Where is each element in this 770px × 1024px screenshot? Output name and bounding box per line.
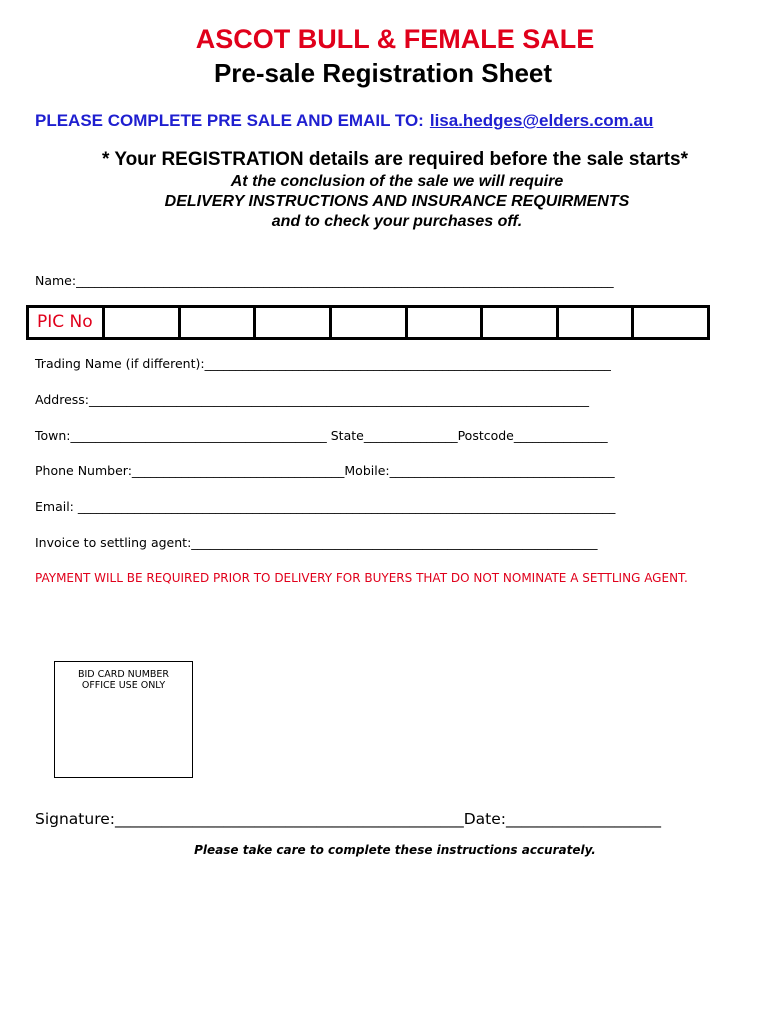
- signature-date-field[interactable]: Signature:_____________________________________________Date:____________________: [35, 810, 662, 828]
- phone-mobile-field[interactable]: Phone Number:__________________________________Mobile:____________________________________: [35, 463, 615, 478]
- pic-label: PIC No: [29, 308, 105, 337]
- pic-digit-box[interactable]: [408, 308, 484, 337]
- registration-notice: * Your REGISTRATION details are required before the sale starts*: [101, 149, 688, 170]
- trading-name-field[interactable]: Trading Name (if different):_________________________________________________________________: [35, 356, 611, 371]
- pic-digit-box[interactable]: [181, 308, 257, 337]
- office-use-label: OFFICE USE ONLY: [81, 680, 166, 691]
- sheet-subtitle: Pre-sale Registration Sheet: [213, 58, 553, 88]
- email-instruction: [35, 111, 653, 131]
- payment-warning: PAYMENT WILL BE REQUIRED PRIOR TO DELIVERY FOR BUYERS THAT DO NOT NOMINATE A SETTLING AGENT.: [35, 571, 688, 585]
- pic-digit-box[interactable]: [105, 308, 181, 337]
- invoice-agent-field[interactable]: Invoice to settling agent:_________________________________________________________________: [35, 535, 598, 550]
- pic-number-row: [26, 305, 710, 340]
- pic-digit-box[interactable]: [483, 308, 559, 337]
- email-prompt: PLEASE COMPLETE PRE SALE AND EMAIL TO:: [35, 111, 424, 130]
- town-state-postcode-field[interactable]: Town:_________________________________________ State_______________Postcode_______________: [35, 428, 608, 443]
- bid-card-label: BID CARD NUMBER: [77, 669, 170, 680]
- notice-line-3: and to check your purchases off.: [271, 213, 523, 230]
- notice-line-1: At the conclusion of the sale we will require: [230, 173, 564, 190]
- sale-title: ASCOT BULL & FEMALE SALE: [195, 24, 595, 54]
- address-field[interactable]: Address:________________________________________________________________________________: [35, 392, 589, 407]
- notice-line-2: DELIVERY INSTRUCTIONS AND INSURANCE REQUIRMENTS: [164, 193, 630, 210]
- email-link[interactable]: lisa.hedges@elders.com.au: [429, 111, 654, 130]
- pic-digit-box[interactable]: [559, 308, 635, 337]
- footer-note: Please take care to complete these instructions accurately.: [194, 843, 596, 857]
- pic-digit-box[interactable]: [332, 308, 408, 337]
- pic-digit-box[interactable]: [634, 308, 707, 337]
- email-field[interactable]: Email: ______________________________________________________________________________________: [35, 499, 616, 514]
- name-field[interactable]: Name:______________________________________________________________________________________: [35, 273, 614, 288]
- bid-card-box: [54, 661, 193, 778]
- pic-digit-box[interactable]: [256, 308, 332, 337]
